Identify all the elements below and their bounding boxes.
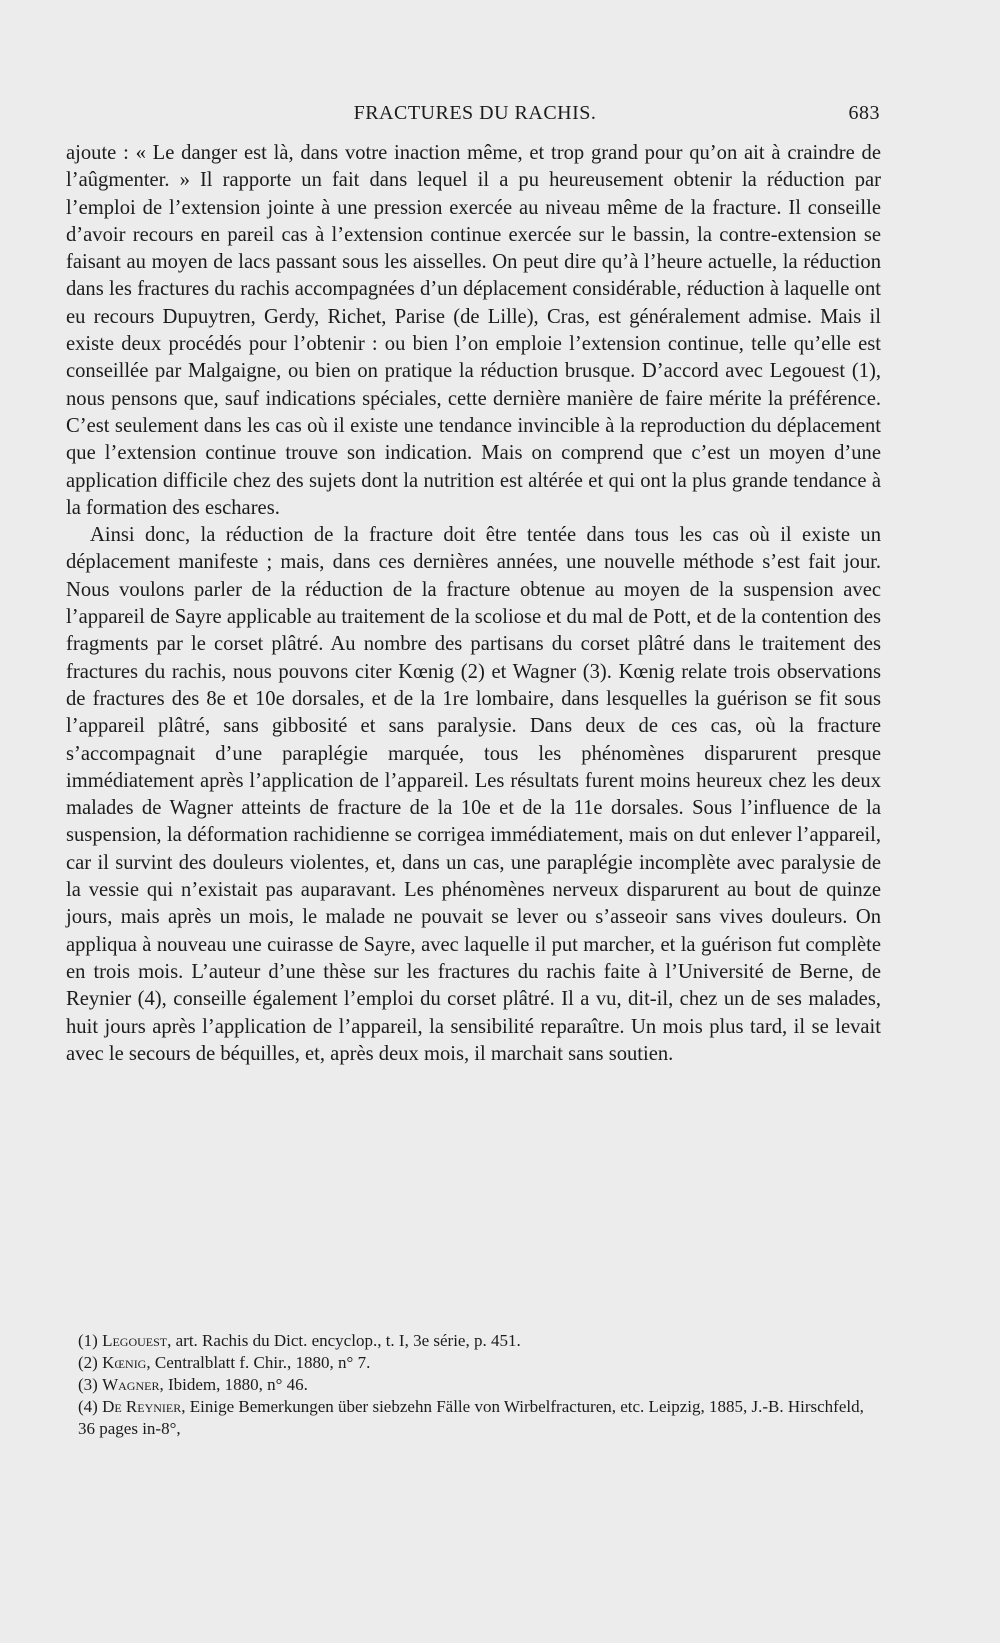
footnote-author: Legouest xyxy=(102,1331,168,1350)
running-header xyxy=(70,102,880,132)
footnote-author: De Reynier xyxy=(102,1397,182,1416)
footnote-author: Kœnig xyxy=(102,1353,147,1372)
footnote-author: Wagner xyxy=(102,1375,160,1394)
paragraph-2: Ainsi donc, la réduction de la fracture doit être tentée dans tous les cas où il existe un déplacement manifeste ; mais, dans ces dernières années, une nouvelle méthode s’est fait jour. Nous voulons parler de la réduction de la fracture obtenue au moyen de la suspension avec l’appareil de Sayre applicable au traitement de la scoliose et du mal de Pott, et de la contention des fragments par le corset plâtré. Au nombre des partisans du corset plâtré dans le traitement des fractures du rachis, nous pouvons citer Kœnig (2) et Wagner (3). Kœnig relate trois observations de fractures des 8e et 10e dorsales, et de la 1re lombaire, dans lesquelles la guérison se fit sous l’appareil plâtré, sans gibbosité et sans paralysie. Dans deux de ces cas, où la fracture s’accompagnait d’une paraplégie marquée, tous les phénomènes disparurent presque immédiatement après l’application de l’appareil. Les résultats furent moins heureux chez les deux malades de Wagner atteints de fracture de la 10e et de la 11e dorsales. Sous l’influence de la suspension, la déformation rachidienne se corrigea immédiatement, mais on dut enlever l’appareil, car il survint des douleurs violentes, et, dans un cas, une paraplégie incomplète avec paralysie de la vessie qui n’existait pas auparavant. Les phénomènes nerveux disparurent au bout de quinze jours, mais après un mois, le malade ne pouvait se lever ou s’asseoir sans vives douleurs. On appliqua à nouveau une cuirasse de Sayre, avec laquelle il put marcher, et la guérison fut complète en trois mois. L’auteur d’une thèse sur les fractures du rachis faite à l’Université de Berne, de Reynier (4), conseille également l’emploi du corset plâtré. Il a vu, dit-il, chez un de ses malades, huit jours après l’application de l’appareil, la sensibilité reparaître. Un mois plus tard, il se levait avec le secours de béquilles, et, après deux mois, il marchait sans soutien. xyxy=(66,524,881,1065)
footnotes xyxy=(78,1330,883,1440)
footnote-text: , Centralblatt f. Chir., 1880, n° 7. xyxy=(146,1353,371,1372)
footnote-2 xyxy=(78,1352,883,1374)
running-title: FRACTURES DU RACHIS. xyxy=(353,102,597,124)
footnote-3 xyxy=(78,1374,883,1396)
footnote-4 xyxy=(78,1396,883,1440)
footnote-mark: (1) xyxy=(78,1331,98,1350)
footnote-mark: (2) xyxy=(78,1353,98,1372)
footnote-text: , Ibidem, 1880, n° 46. xyxy=(159,1375,308,1394)
footnote-text: , Einige Bemerkungen über siebzehn Fälle von Wirbelfracturen, etc. Leipzig, 1885, J.-B. Hirschfeld, 36 pages in-8°, xyxy=(78,1397,864,1438)
page-number: 683 xyxy=(848,102,880,124)
footnote-mark: (4) xyxy=(78,1397,98,1416)
body-text xyxy=(66,140,881,1068)
footnote-1 xyxy=(78,1330,883,1352)
footnote-text: , art. Rachis du Dict. encyclop., t. I, 3e série, p. 451. xyxy=(167,1331,521,1350)
paragraph-1: ajoute : « Le danger est là, dans votre inaction même, et trop grand pour qu’on ait à craindre de l’aûgmenter. » Il rapporte un fait dans lequel il a pu heureusement obtenir la réduction par l’emploi de l’extension jointe à une pression exercée au niveau même de la fracture. Il conseille d’avoir recours en pareil cas à l’extension continue exercée sur le bassin, la contre-extension se faisant au moyen de lacs passant sous les aisselles. On peut dire qu’à l’heure actuelle, la réduction dans les fractures du rachis accompagnées d’un déplacement considérable, réduction à laquelle ont eu recours Dupuytren, Gerdy, Richet, Parise (de Lille), Cras, est généralement admise. Mais il existe deux procédés pour l’obtenir : ou bien l’on emploie l’extension continue, telle qu’elle est conseillée par Malgaigne, ou bien on pratique la réduction brusque. D’accord avec Legouest (1), nous pensons que, sauf indications spéciales, cette dernière manière de faire mérite la préférence. C’est seulement dans les cas où il existe une tendance invincible à la reproduction du déplacement que l’extension continue trouve son indication. Mais on comprend que c’est un moyen d’une application difficile chez des sujets dont la nutrition est altérée et qui ont la plus grande tendance à la formation des eschares. xyxy=(66,142,881,519)
footnote-mark: (3) xyxy=(78,1375,98,1394)
